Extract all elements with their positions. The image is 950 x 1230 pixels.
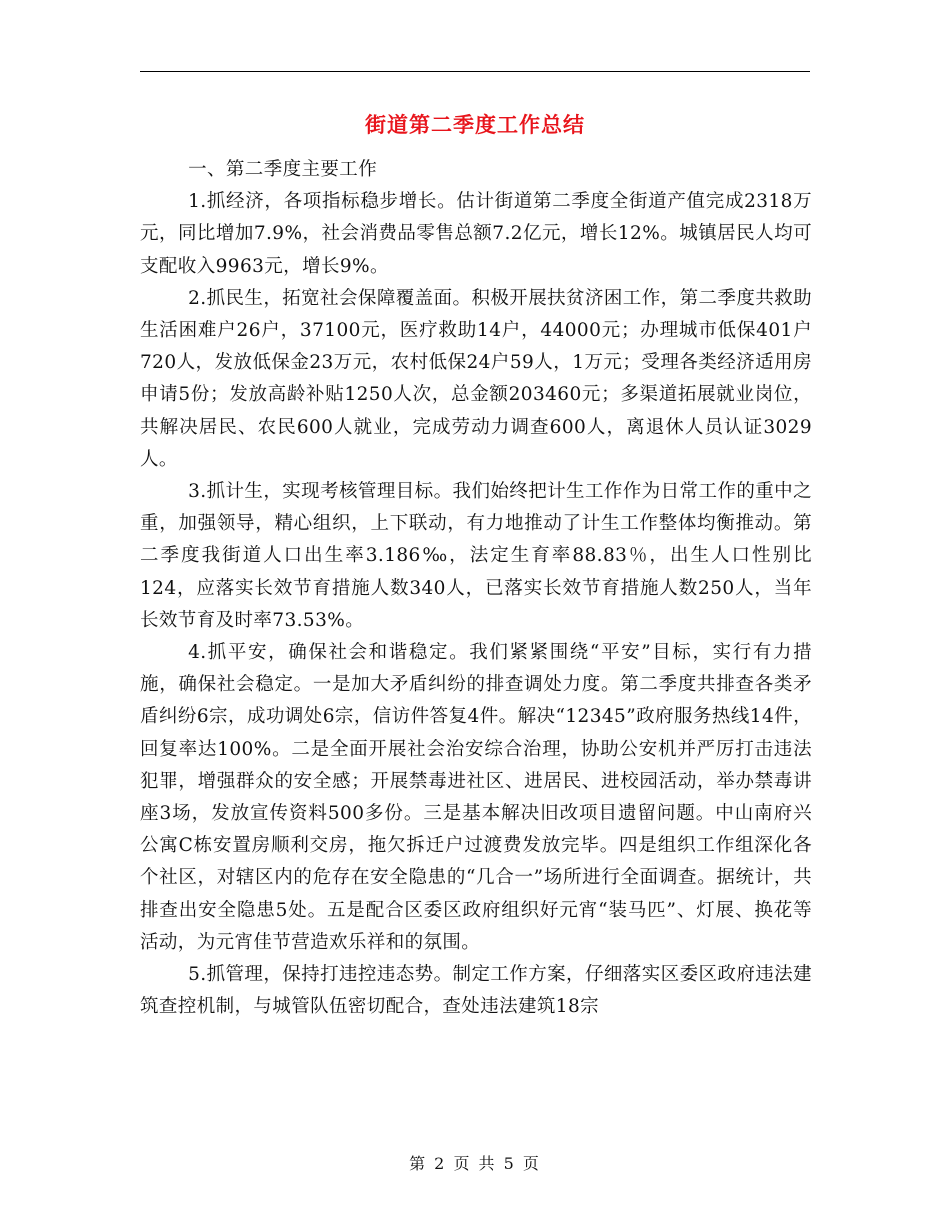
- paragraph-management: 5.抓管理，保持打违控违态势。制定工作方案，仔细落实区委区政府违法建筑查控机制，与城管队伍密切配合，查处违法建筑18宗: [140, 964, 812, 1018]
- page-number: 第 2 页 共 5 页: [409, 1154, 541, 1173]
- header-rule: [140, 71, 810, 72]
- section-heading: 一、第二季度主要工作: [188, 159, 378, 180]
- paragraph-economy: 1.抓经济，各项指标稳步增长。估计街道第二季度全街道产值完成2318万元，同比增加7.9%，社会消费品零售总额7.2亿元，增长12%。城镇居民人均可支配收入9963元，增长9%。: [140, 191, 812, 277]
- document-body: [140, 154, 812, 1023]
- paragraph-livelihood: 2.抓民生，拓宽社会保障覆盖面。积极开展扶贫济困工作，第二季度共救助生活困难户26户，37100元，医疗救助14户，44000元；办理城市低保401户720人，发放低保金23万元，农村低保24户59人，1万元；受理各类经济适用房申请5份；发放高龄补贴1250人次，总金额203460元；多渠道拓展就业岗位，共解决居民、农民600人就业，完成劳动力调查600人，离退休人员认证3029人。: [140, 287, 812, 470]
- paragraph-family-planning: 3.抓计生，实现考核管理目标。我们始终把计生工作作为日常工作的重中之重，加强领导，精心组织，上下联动，有力地推动了计生工作整体均衡推动。第二季度我街道人口出生率3.186‰，法定生育率88.83％，出生人口性别比124，应落实长效节育措施人数340人，已落实长效节育措施人数250人，当年长效节育及时率73.53%。: [140, 481, 812, 631]
- paragraph-public-safety: 4.抓平安，确保社会和谐稳定。我们紧紧围绕“平安”目标，实行有力措施，确保社会稳定。一是加大矛盾纠纷的排查调处力度。第二季度共排查各类矛盾纠纷6宗，成功调处6宗，信访件答复4件。解决“12345”政府服务热线14件，回复率达100%。二是全面开展社会治安综合治理，协助公安机并严厉打击违法犯罪，增强群众的安全感；开展禁毒进社区、进居民、进校园活动，举办禁毒讲座3场，发放宣传资料500多份。三是基本解决旧改项目遗留问题。中山南府兴公寓C栋安置房顺利交房，拖欠拆迁户过渡费发放完毕。四是组织工作组深化各个社区，对辖区内的危存在安全隐患的“几合一”场所进行全面调查。据统计，共排查出安全隐患5处。五是配合区委区政府组织好元宵“装马匹”、灯展、换花等活动，为元宵佳节营造欢乐祥和的氛围。: [140, 642, 812, 953]
- document-title: 街道第二季度工作总结: [365, 112, 585, 137]
